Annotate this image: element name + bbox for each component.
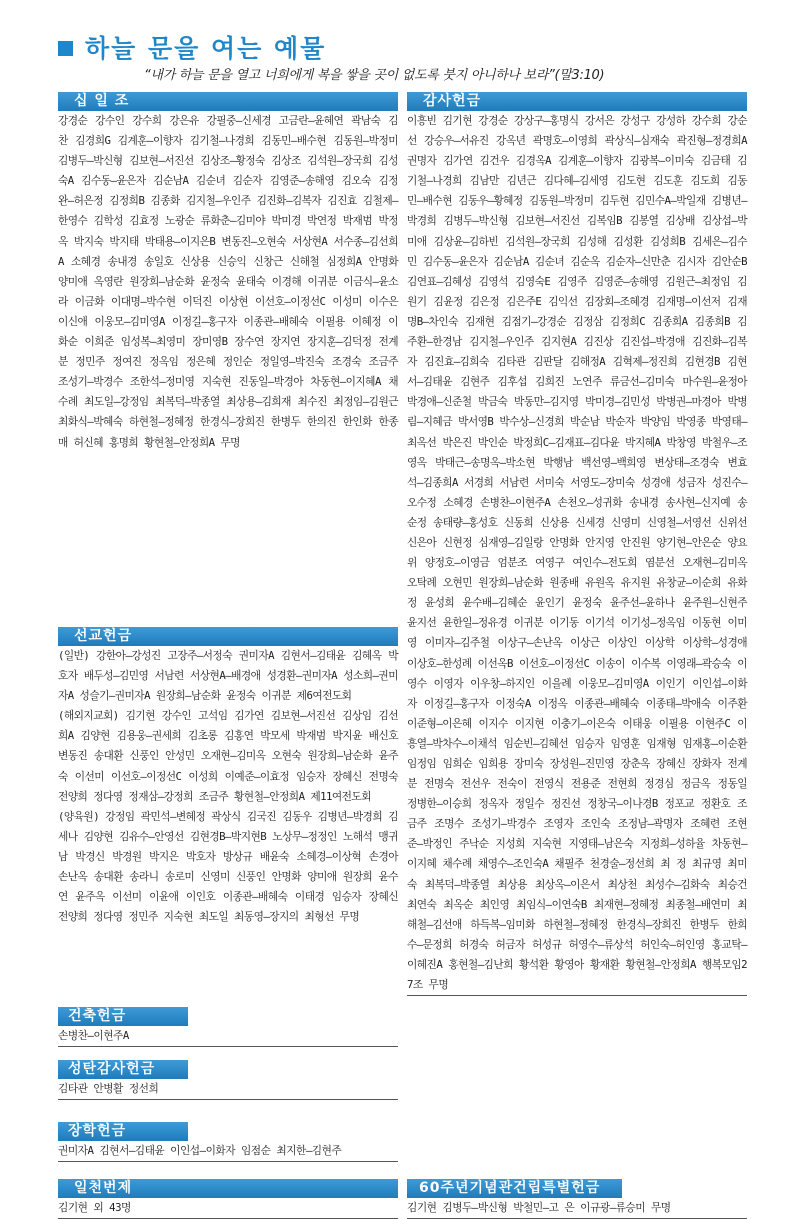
bible-verse: “내가 하늘 문을 열고 너희에게 복을 쌓을 곳이 없도록 붓지 아니하나 보라”(말3:10) <box>144 68 605 83</box>
section-text-thanks: 이흥빈 김기현 강경순 강상구–홍명식 강서은 강성구 강성하 강수희 강순선 강승우–서유진 강옥년 곽명호–이영희 곽상식–심재숙 곽진형–정경희A 권명자 김가연 김건우 김경옥A 김계훈–이향자 김광복–이미숙 김금태 김기철–나경희 김남만 김년근 김다혜–김세영 김도현 김도훈 김도희 김동민–배수현 김동우–황혜정 김동원–박정미 김두현 김민수A–박일재 김병년–박경희 김병두–박신형 김보현–서진선 김복임B 김봉열 김상배 김상섭–박미애 김상윤–김하빈 김석원–장국희 김성해 김성환 김성희B 김세은–김수민 김수동–윤은자 김순남A 김순녀 김순옥 김순자–신만춘 김시자 김안순B 김연표–김혜성 김영석 김영숙E 김영주 김영준–송해영 김원근–최정임 김원기 김윤정 김은정 김은주E 김익선 김장회–조혜경 김재명–이선저 김재명B–차인숙 김재현 김점기–강경순 김정삼 김정희C 김종희A 김종희B 김주환–한경남 김지철–우인주 김지현A 김진상 김진섭–박경애 김진화–김복자 김진효–김희숙 김타관 김판달 김해정A 김혁제–정진희 김현경B 김현서–김태윤 김현주 김후섭 김희진 노연주 류금선–김미숙 마수원–윤정아 박경애–신준철 박금숙 박동만–김지영 박미경–김민성 박병권–마경아 박병림–지혜금 박서영B 박수상–신경희 박순남 박순자 박양임 박영종 박영태–최옥선 박은진 박인순 박정희C–김재표–김다윤 박지혜A 박창영 박철우–조영옥 박태근–송명옥–박소현 박행남 백선영–백희영 변상태–조경숙 변효석–김종희A 서경희 서남련 서미숙 서영도–장미숙 성경애 성금자 성진수–오수정 소혜경 손병찬–이현주A 손천오–성귀화 송내경 송사현–신지예 송순정 송태량–홍성호 신동희 신상용 신세경 신영미 신영철–서영선 신위선 신은아 신현정 심재영–김일랑 안명화 안지영 안진원 양기현–안은순 양요위 양정호–이영금 엄분조 여영구 여인수–전도희 염분선 오재현–김미옥 오탁례 오현민 원장희–남순화 원종배 유원옥 유지원 유창균–이순희 유화정 윤성희 윤수배–김혜순 윤인기 윤정숙 윤주선–윤하나 윤주원–신현주 윤지선 윤한일–정유경 이귀분 이기동 이기석 이기성–정옥임 이동현 이미영 이미자–김주철 이상구–손난옥 이상근 이상인 이상학 이상학–성경애 이상호–한성례 이선옥B 이선호–이정선C 이송이 이수복 이영래–곽승숙 이영수 이영자 이우창–하지인 이을례 이웅모–김미영A 이인기 이인섭–이화자 이정길–홍구자 이정숙A 이정옥 이종관–배혜숙 이종태–박애숙 이주환 이준형–이은혜 이지수 이지현 이충기–이은숙 이태웅 이필용 이현주C 이흥열–박차수–이채석 임순빈–김혜선 임승자 임영훈 임재형 임재홍–이순환 임정임 임희순 임희용 장미숙 장성원–진민영 장춘옥 장혜신 장화자 전계분 전명숙 전선우 전숙이 전영식 전용준 전현희 정경심 정금옥 정동일 정병한–이승희 정옥자 정일수 정진선 정창국–이나경B 정포교 정환호 조금주 조명수 조성기–박경수 조영자 조인숙 조정남–곽명자 조혜련 조현준–박정인 주낙순 지성희 지숙현 지영태–남은숙 지정희–성하율 차동현–이지혜 채수례 채영수–조인숙A 채필주 천경술–정선희 최 정 최규영 최미숙 최복덕–박종열 최상용 최상옥–이은서 최상천 최성수–김화숙 최승건 최연숙 최옥순 최인영 최임식–이연숙B 최재현–정혜정 최종철–배연미 최해철–김선애 하득복–임미화 하현철–정혜정 한경식–장희진 한병두 한희수–문정희 허경숙 허금자 허성규 허영수–류상석 허인숙–허인영 홍교탁–이혜진A 홍현철–김난희 황석환 황영아 황재환 황현철–안정희A 행복모임27조 무명 <box>407 111 747 996</box>
section-text-thousand: 김기현 외 43명 <box>58 1198 398 1219</box>
paragraph-label: (일반) <box>58 649 90 662</box>
mission-paragraph-overseas <box>58 706 398 806</box>
section-heading-scholarship: 장학헌금 <box>58 1122 188 1141</box>
section-thanks <box>407 92 747 996</box>
section-text-mission <box>58 646 398 927</box>
mission-paragraph-general <box>58 646 398 706</box>
section-scholarship <box>58 1122 398 1162</box>
section-text-christmas: 김타관 안병활 정선희 <box>58 1079 398 1100</box>
section-thousand <box>58 1179 398 1219</box>
section-christmas <box>58 1060 398 1100</box>
paragraph-label: (양육원) <box>58 809 100 823</box>
mission-paragraph-orphanage <box>58 807 398 928</box>
section-heading-thanks: 감사헌금 <box>407 92 747 111</box>
section-heading-mission: 선교헌금 <box>58 627 398 646</box>
section-heading-christmas: 성탄감사헌금 <box>58 1060 188 1079</box>
section-tithe <box>58 92 398 453</box>
section-text-tithe: 강경순 강수인 강수희 강은유 강필중–신세경 고금란–윤혜연 곽남숙 김 찬 김경희G 김계훈–이향자 김기철–나경희 김동민–배수현 김동원–박정미 김병두–박신형 김보현–서진선 김상조–황정숙 김상조 김석원–장국희 김성숙A 김수동–윤은자 김순남A 김순녀 김순자 김영준–송해영 김오숙 김정완–허은정 김정희B 김종화 김지철–우인주 김진화–김복자 김진효 김철제–한영수 김학성 김효정 노광순 류화춘–김미야 박미경 박연정 박재범 박정옥 박지숙 박지태 박태용–이지은B 변동진–오현숙 서상현A 서수종–김선희A 소혜경 송내경 송일호 신상용 신승익 신창근 신해철 심정희A 안명화 양미애 옥영란 원장희–남순화 윤정숙 윤태숙 이경해 이귀분 이금식–윤소라 이금화 이대명–박수현 이덕진 이상현 이선호–이정선C 이성미 이수은 이신애 이웅모–김미영A 이정길–홍구자 이종관–배혜숙 이필용 이혜정 이화순 이희준 임성복–최영미 장미영B 장수연 장지연 장지훈–김덕정 전계분 정민주 정여진 정옥임 정은혜 정인순 정일영–박진숙 조경숙 조금주 조성기–박경수 조한석–정미영 지숙현 진동일–박경아 차동현–이지혜A 채수례 최도일–강정임 최복덕–박종열 최상용–김희재 최수진 최정임–김원근 최화식–박혜숙 하현철–정혜정 한경식–장희진 한병두 한의진 한인화 한종매 허신혜 홍명희 황현철–안정희A 무명 <box>58 114 398 449</box>
section-text-scholarship: 권미자A 김현서–김태윤 이인섭–이화자 임점순 최지한–김현주 <box>58 1141 398 1162</box>
section-text-building: 손병찬–이현주A <box>58 1026 398 1047</box>
section-heading-60th: 60주년기념관건립특별헌금 <box>407 1179 622 1198</box>
paragraph-text: 강정임 곽민석–변혜정 곽상식 김국진 김동우 김병년–박경희 김세나 김양현 김유수–안영선 김현경B–박지현B 노상무–정정인 노해석 맹귀남 박경신 박경원 박지은 박호자 방상규 배윤숙 소혜경–이상혁 손경아 손난옥 송대환 송라니 송로미 신영미 신풍인 안명화 양미애 원장희 윤수연 윤주옥 이선미 이윤애 이인호 이종관–배혜숙 이태경 임승자 장혜신 전양희 정다영 정민주 지숙현 최도일 최동영–장지의 최형선 무명 <box>58 809 398 924</box>
section-building <box>58 1007 398 1047</box>
square-bullet-icon <box>58 41 73 56</box>
title-row <box>58 30 758 64</box>
section-mission <box>58 627 398 927</box>
page-header <box>58 30 758 90</box>
section-text-60th: 김기현 김병두–박신형 박철민–고 은 이규광–류승미 무명 <box>407 1198 747 1219</box>
paragraph-text: 강한아–강성진 고장주–서정숙 권미자A 김현서–김태윤 김혜옥 박호자 배두성–김민영 서남련 서상현A–배경애 성경환–권미자A 성소희–권미자A 성슬기–권미자A 원장희–남순화 윤정숙 이귀분 제6여전도회 <box>58 649 398 703</box>
section-heading-building: 건축헌금 <box>58 1007 188 1026</box>
section-60th-anniversary <box>407 1179 747 1219</box>
paragraph-text: 김기현 강수인 고석임 김가연 김보현–서진선 김상임 김선희A 김양현 김용웅–권세희 김초롱 김홍연 박모세 박재범 박지윤 배신호 변동진 송대환 신풍인 안성민 오재현–김미옥 오현숙 원장희–남순화 윤주숙 이선미 이선호–이정선C 이성희 이예준–이효정 임승자 장혜신 전명숙 전양희 정다영 정재삼–강정희 조금주 황현철–안정희A 제11여전도회 <box>58 709 398 803</box>
paragraph-label: (해외지교회) <box>58 709 119 723</box>
section-heading-thousand: 일천번제 <box>58 1179 398 1198</box>
section-heading-tithe: 십 일 조 <box>58 92 398 111</box>
page-title: 하늘 문을 여는 예물 <box>85 34 327 63</box>
